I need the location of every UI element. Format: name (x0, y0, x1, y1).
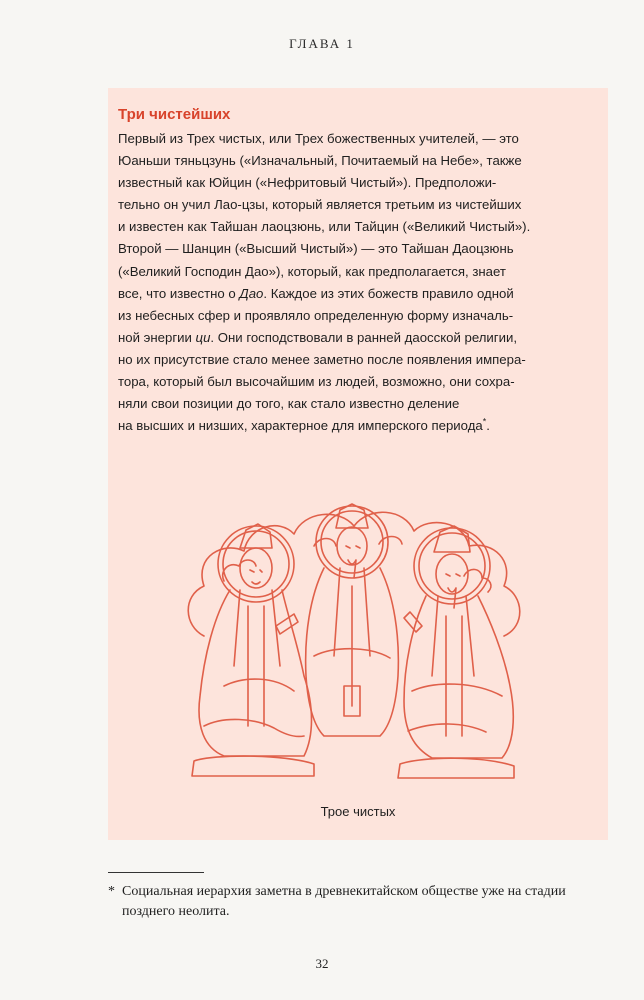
text-line: Юаньши тяньцзунь («Изначальный, Почитаемый на Небе», также (118, 153, 522, 169)
text-line: Первый из Трех чистых, или Трех божественных учителей, — это (118, 131, 519, 146)
footnote-divider (108, 872, 204, 873)
footnote-ref[interactable]: * (482, 416, 487, 427)
text-line: и известен как Тайшан лаоцзюнь, или Тайцин («Великий Чистый»). (118, 219, 531, 235)
text-line: няли свои позиции до того, как стало известно деление (118, 396, 460, 412)
text-line: известный как Юйцин («Нефритовый Чистый»). Предположи- (118, 175, 497, 191)
sidebar-title: Три чистейших (118, 106, 231, 123)
text-line: («Великий Господин Дао»), который, как предполагается, знает (118, 263, 506, 279)
footnote-text-line-1: Социальная иерархия заметна в древнекитайском обществе уже на стадии (122, 884, 566, 899)
three-pure-ones-illustration (164, 486, 544, 786)
text-line: тельно он учил Лао-цзы, который является третьим из чистейших (118, 197, 522, 213)
term-qi: ци (195, 329, 211, 345)
text-line: тора, который был высочайшим из людей, возможно, они сохра- (118, 374, 515, 390)
footnote-text-line-2: позднего неолита. (122, 904, 230, 919)
text-line: ной энергии ци. Они господствовали в ранней даосской религии, (118, 329, 517, 345)
sidebar-box (108, 88, 608, 840)
term-dao: Дао (239, 285, 264, 301)
page-number: 32 (315, 956, 329, 971)
illustration-caption: Трое чистых (320, 804, 396, 819)
footnote-marker: * (108, 884, 115, 899)
text-line: Второй — Шанцин («Высший Чистый») — это Тайшан Даоцзюнь (118, 241, 514, 257)
sidebar-text (118, 128, 602, 437)
text-line: на высших и низших, характерное для имперского периода*. (118, 416, 490, 434)
text-line: но их присутствие стало менее заметно после появления импера- (118, 351, 526, 367)
text-line: все, что известно о Дао. Каждое из этих божеств правило одной (118, 285, 514, 301)
footnote (108, 882, 628, 922)
text-line: из небесных сфер и проявляло определенную форму изначаль- (118, 307, 514, 323)
running-head: ГЛАВА 1 (289, 36, 355, 51)
